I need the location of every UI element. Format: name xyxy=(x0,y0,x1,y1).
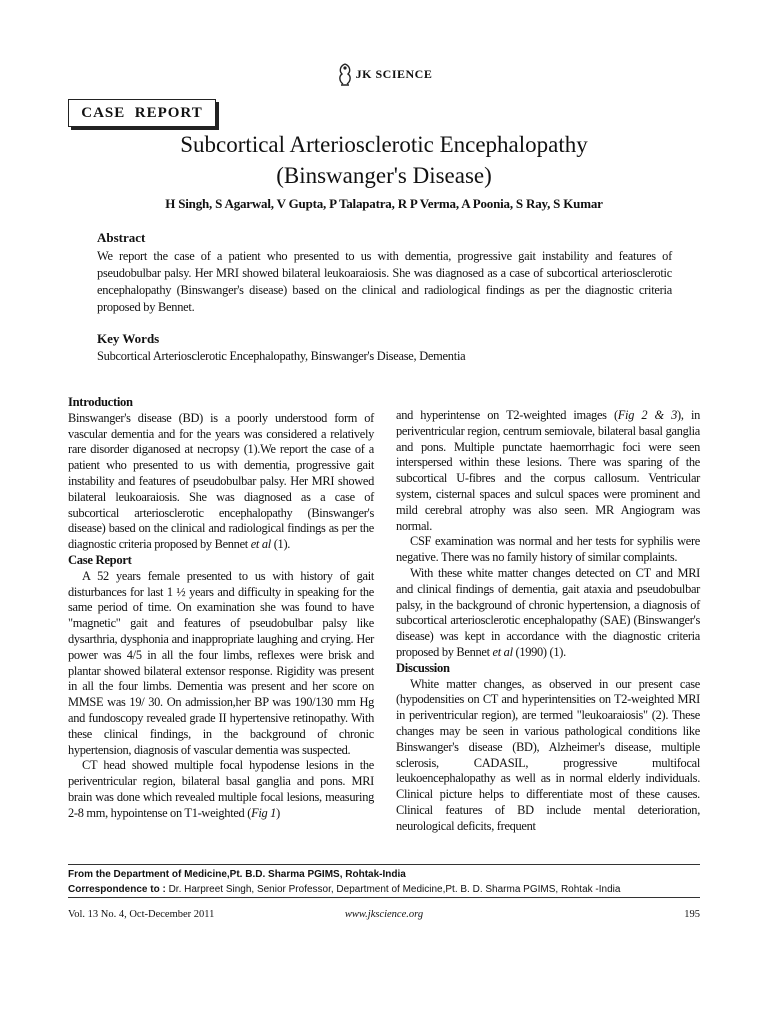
right-p3-etal: et al xyxy=(492,644,513,659)
case-paragraph-1: A 52 years female presented to us with history of gait disturbances for last 1 ½ years and difficulty in speaking for the same period of time. On examination she was found to have "magnetic" gait and features of pseudobulbar palsy like dysarthria, dysphonia and inappropriate laughing and crying. Her power was 4/5 in all the four limbs, reflexes were brisk and plantar showed bilateral extensor response. Rigidity was present in all the four limbs. Dementia was present and her score on MMSE was 19/ 30. On admission,her BP was 190/130 mm Hg and fundoscopy revealed grade II hypertensive retinopathy. With these clinical findings, in the background of chronic hypertension, diagnosis of vascular dementia was suspected. xyxy=(68,568,374,757)
case-p2-text: CT head showed multiple focal hypodense lesions in the periventricular region, bilateral basal ganglia and pons. MRI brain was done which revealed multiple focal lesions, measuring 2-8 mm, hypointense on T1-weighted ( xyxy=(68,758,374,820)
title-line-1: Subcortical Arteriosclerotic Encephalopathy xyxy=(180,132,588,157)
discussion-paragraph: White matter changes, as observed in our present case (hypodensities on CT and hyperintensities on T2-weighted MRI in periventricular region), are termed "leukoaraiosis" (2). These changes may be seen in various pathological conditions like Binswanger's disease (BD), Alzheimer's disease, multiple sclerosis, CADASIL, progressive multifocal leukoencephalopathy as well as in normal elderly individuals. Clinical picture helps to differentiate most of these causes. Clinical features of BD include mental deterioration, neurological deficits, frequent xyxy=(396,676,700,833)
intro-end: (1). xyxy=(270,537,291,552)
affiliation-top-rule xyxy=(68,864,700,865)
right-p1-start: and hyperintense on T2-weighted images ( xyxy=(396,408,618,422)
section-label-box xyxy=(68,99,216,127)
fig1-ref: Fig 1 xyxy=(251,805,277,820)
introduction-heading: Introduction xyxy=(68,395,133,409)
affiliation-correspondence xyxy=(68,882,708,897)
corr-text: Dr. Harpreet Singh, Senior Professor, Department of Medicine,Pt. B. D. Sharma PGIMS, Rohtak -India xyxy=(165,884,621,895)
right-column xyxy=(396,408,700,835)
case-p2-end: ) xyxy=(276,805,280,820)
journal-header xyxy=(0,62,768,88)
journal-name: JK SCIENCE xyxy=(355,67,433,81)
fig23-ref: Fig 2 & 3 xyxy=(617,408,678,422)
author-list: H Singh, S Agarwal, V Gupta, P Talapatra, R P Verma, A Poonia, S Ray, S Kumar xyxy=(165,196,603,211)
section-label: CASE REPORT xyxy=(81,104,203,121)
footer-volume: Vol. 13 No. 4, Oct-December 2011 xyxy=(68,909,215,920)
from-text: From the Department of Medicine,Pt. B.D. Sharma PGIMS, Rohtak-India xyxy=(68,869,406,880)
abstract-heading: Abstract xyxy=(97,230,146,245)
right-p3-end: (1990) (1). xyxy=(512,644,566,659)
right-paragraph-2: CSF examination was normal and her tests for syphilis were negative. There was no family history of similar complaints. xyxy=(396,534,700,565)
keywords-heading: Key Words xyxy=(97,331,160,346)
intro-etal: et al xyxy=(250,537,271,552)
affiliation-block xyxy=(68,867,708,897)
journal-logo-icon xyxy=(336,62,354,88)
right-paragraph-3 xyxy=(396,566,700,661)
affiliation-from xyxy=(68,867,708,882)
introduction-paragraph xyxy=(68,411,374,553)
footer-page-number: 195 xyxy=(684,909,700,920)
right-p3-text: With these white matter changes detected on CT and MRI and clinical findings of dementia, gait ataxia and pseudobulbar palsy, in the background of chronic hypertension, a diagnosis of subcortical arteriosclerotic encephalopathy (SAE) (Binswanger's disease) was kept in accordance with the diagnostic criteria proposed by Bennet xyxy=(396,565,700,659)
title-line-2: (Binswanger's Disease) xyxy=(276,163,492,188)
discussion-heading: Discussion xyxy=(396,660,450,675)
corr-label: Correspondence to : xyxy=(68,884,166,895)
article-title xyxy=(0,129,768,191)
left-column xyxy=(68,395,374,822)
intro-text: Binswanger's disease (BD) is a poorly understood form of vascular dementia and for the years was considered a relatively rare disorder diganosed at necropsy (1).We report the case of a patient who presented to us with dementia, progressive gait instability and features of pseudobulbar palsy. Her MRI showed bilateral leukoaraiosis. She was diagnosed as a case of subcortical arteriosclerotic encephalopathy (Binswanger's disease) based on the clinical and radiological findings as per the diagnostic criteria proposed by Bennet xyxy=(68,410,374,552)
affiliation-bottom-rule xyxy=(68,897,700,898)
right-paragraph-1 xyxy=(396,408,700,534)
footer-website[interactable]: www.jkscience.org xyxy=(344,909,424,920)
case-paragraph-2 xyxy=(68,758,374,821)
right-p1-rest: ), in periventricular region, centrum semiovale, bilateral basal ganglia and pons. Multiple punctate haemorrhagic foci were seen interspersed within these lesions. There was sparing of the subcortical U-fibres and the corpus callosum. Ventricular system, cisternal spaces and sulcul spaces were prominent and mild cerebral atrophy was also seen. MR Angiogram was normal. xyxy=(396,408,700,533)
abstract-text: We report the case of a patient who presented to us with dementia, progressive gait instability and features of pseudobulbar palsy. Her MRI showed bilateral leukoaraiosis. She was diagnosed as a case of subcortical arteriosclerotic encephalopathy (Binswanger's disease) based on the clinical and radiological findings as per the diagnostic criteria proposed by Bennet. xyxy=(97,249,672,314)
case-report-heading: Case Report xyxy=(68,552,132,567)
keywords-text: Subcortical Arteriosclerotic Encephalopathy, Binswanger's Disease, Dementia xyxy=(97,349,466,363)
